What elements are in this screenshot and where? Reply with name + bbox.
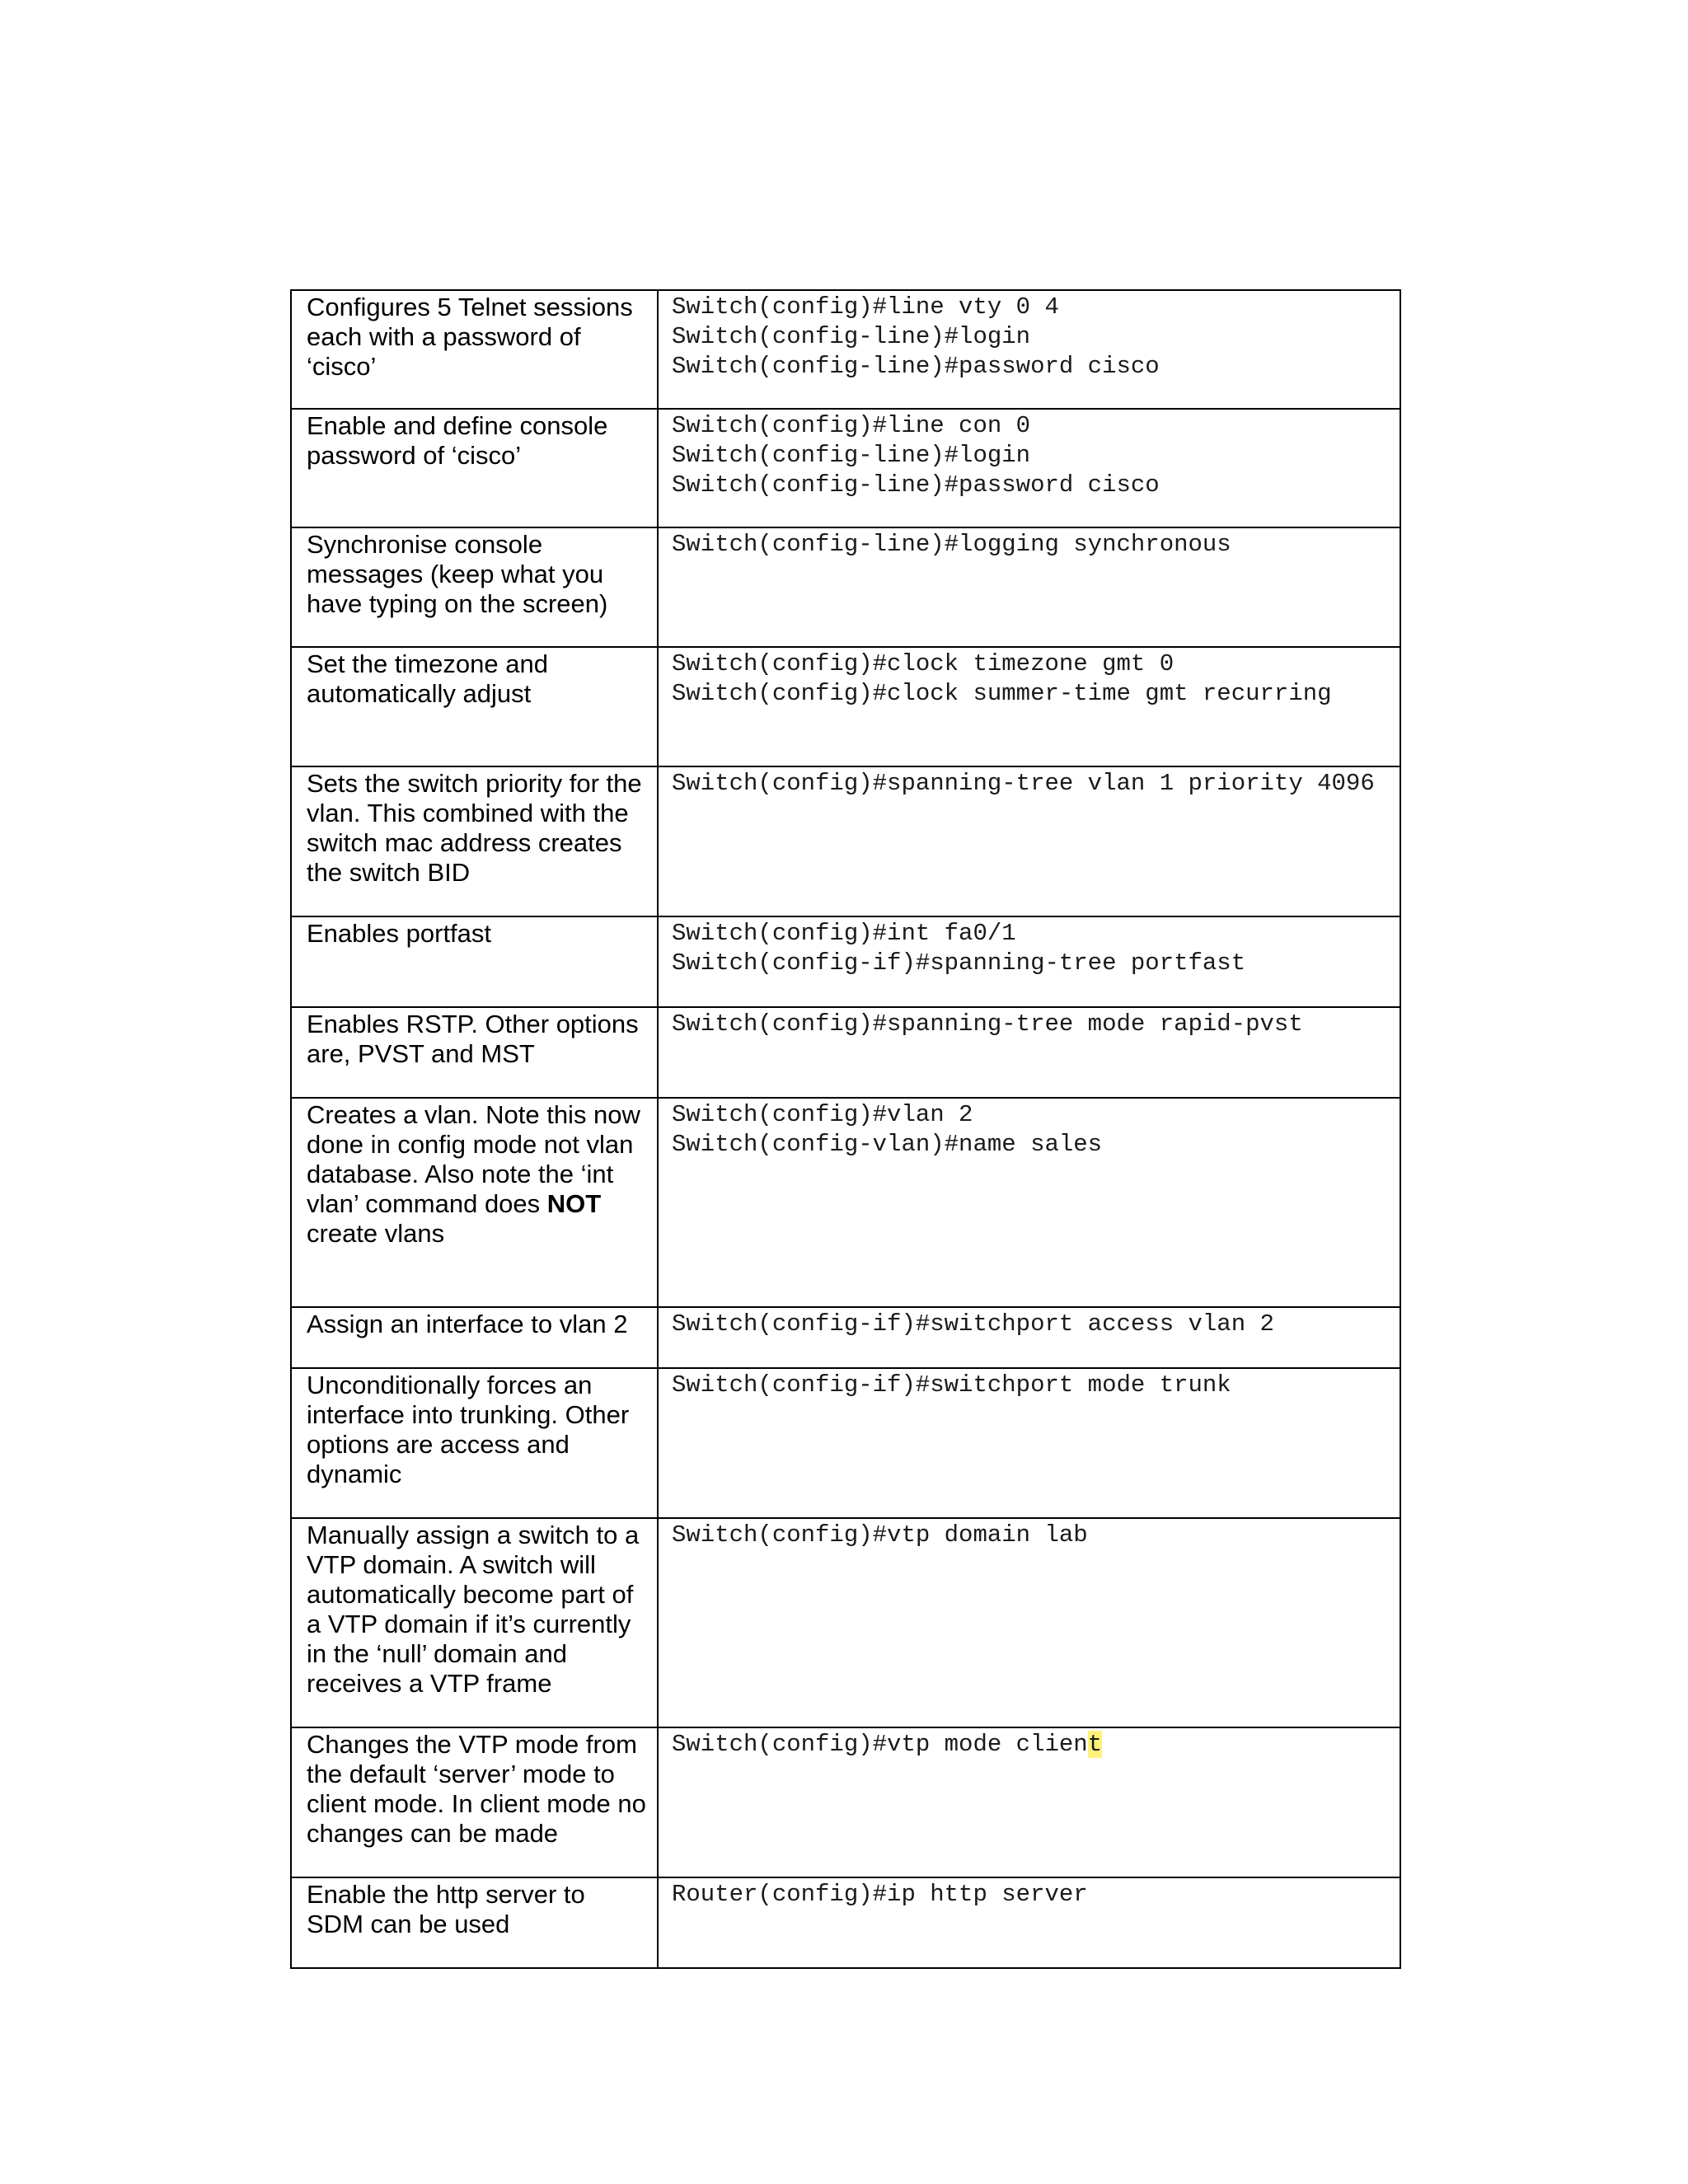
- command-line: [672, 1730, 1391, 1760]
- command-cell: [658, 290, 1400, 409]
- command-line: Switch(config-line)#password cisco: [672, 353, 1160, 380]
- command-line: Switch(config)#line vty 0 4: [672, 293, 1059, 321]
- table-row: [291, 1368, 1400, 1518]
- command-line: Switch(config)#vtp domain lab: [672, 1521, 1088, 1549]
- description-cell: [291, 1307, 658, 1368]
- description-cell: [291, 916, 658, 1007]
- command-line: Switch(config)#vlan 2: [672, 1101, 973, 1128]
- description-text: Enable the http server to SDM can be used: [307, 1880, 585, 1938]
- description-text: Assign an interface to vlan 2: [307, 1310, 628, 1338]
- command-cell: [658, 1368, 1400, 1518]
- table-row: [291, 1098, 1400, 1307]
- table-row: [291, 766, 1400, 916]
- command-line: Switch(config-line)#login: [672, 442, 1031, 469]
- command-cell: [658, 1307, 1400, 1368]
- description-text-part: create vlans: [307, 1219, 445, 1248]
- command-cell: [658, 527, 1400, 647]
- table-row: [291, 1518, 1400, 1727]
- description-cell: [291, 1007, 658, 1098]
- command-line: Switch(config-if)#spanning-tree portfast: [672, 949, 1246, 977]
- command-line: Switch(config-vlan)#name sales: [672, 1131, 1103, 1158]
- description-text: Unconditionally forces an interface into trunking. Other options are access and dynamic: [307, 1371, 630, 1488]
- command-line: Switch(config)#clock timezone gmt 0: [672, 650, 1175, 677]
- description-cell: [291, 1098, 658, 1307]
- description-text: [307, 1100, 640, 1248]
- command-cell: [658, 1518, 1400, 1727]
- description-cell: [291, 527, 658, 647]
- description-text: Set the timezone and automatically adjust: [307, 649, 548, 708]
- description-text: Enables RSTP. Other options are, PVST and MST: [307, 1010, 639, 1068]
- command-text: Switch(config)#vtp mode clien: [672, 1731, 1088, 1758]
- highlighted-text: t: [1087, 1731, 1103, 1758]
- command-line: Switch(config-line)#login: [672, 323, 1031, 350]
- command-line: Switch(config)#line con 0: [672, 412, 1031, 439]
- command-line: Switch(config)#clock summer-time gmt recurring: [672, 680, 1332, 707]
- command-cell: [658, 1877, 1400, 1968]
- description-cell: [291, 766, 658, 916]
- table-row: [291, 290, 1400, 409]
- command-line: Switch(config)#spanning-tree mode rapid-pvst: [672, 1010, 1303, 1038]
- description-text: Enables portfast: [307, 919, 492, 948]
- description-text: Sets the switch priority for the vlan. This combined with the switch mac address creates the switch BID: [307, 769, 642, 887]
- description-cell: [291, 409, 658, 527]
- description-cell: [291, 1877, 658, 1968]
- table-row: [291, 647, 1400, 766]
- command-line: Switch(config)#spanning-tree vlan 1 priority 4096: [672, 770, 1375, 797]
- description-cell: [291, 1518, 658, 1727]
- description-text: Configures 5 Telnet sessions each with a password of ‘cisco’: [307, 293, 633, 381]
- command-cell: [658, 1007, 1400, 1098]
- table-row: [291, 1877, 1400, 1968]
- description-text: Changes the VTP mode from the default ‘server’ mode to client mode. In client mode no changes can be made: [307, 1730, 646, 1848]
- command-line: Switch(config-if)#switchport mode trunk: [672, 1371, 1231, 1399]
- description-cell: [291, 1368, 658, 1518]
- command-line: Switch(config-line)#logging synchronous: [672, 531, 1231, 558]
- description-cell: [291, 647, 658, 766]
- command-cell: [658, 409, 1400, 527]
- table-row: [291, 916, 1400, 1007]
- emphasis-text: NOT: [546, 1189, 602, 1218]
- command-cell: [658, 916, 1400, 1007]
- command-line: Switch(config-line)#password cisco: [672, 471, 1160, 499]
- command-cell: [658, 766, 1400, 916]
- table-row: [291, 1307, 1400, 1368]
- command-line: Switch(config-if)#switchport access vlan 2: [672, 1310, 1274, 1338]
- description-cell: [291, 1727, 658, 1877]
- table-row: [291, 527, 1400, 647]
- command-line: Router(config)#ip http server: [672, 1881, 1088, 1908]
- description-text-part: Creates a vlan. Note this now done in config mode not vlan database. Also note the ‘int vlan’ command does: [307, 1100, 640, 1218]
- description-text: Manually assign a switch to a VTP domain. A switch will automatically become part of a VTP domain if it’s currently in the ‘null’ domain and receives a VTP frame: [307, 1521, 640, 1698]
- table-row: [291, 1727, 1400, 1877]
- command-cell: [658, 647, 1400, 766]
- command-reference-table: [290, 289, 1401, 1969]
- table-row: [291, 1007, 1400, 1098]
- description-text: Synchronise console messages (keep what you have typing on the screen): [307, 530, 608, 618]
- command-cell: [658, 1727, 1400, 1877]
- command-line: Switch(config)#int fa0/1: [672, 920, 1016, 947]
- description-text: Enable and define console password of ‘cisco’: [307, 411, 608, 470]
- command-cell: [658, 1098, 1400, 1307]
- description-cell: [291, 290, 658, 409]
- table-row: [291, 409, 1400, 527]
